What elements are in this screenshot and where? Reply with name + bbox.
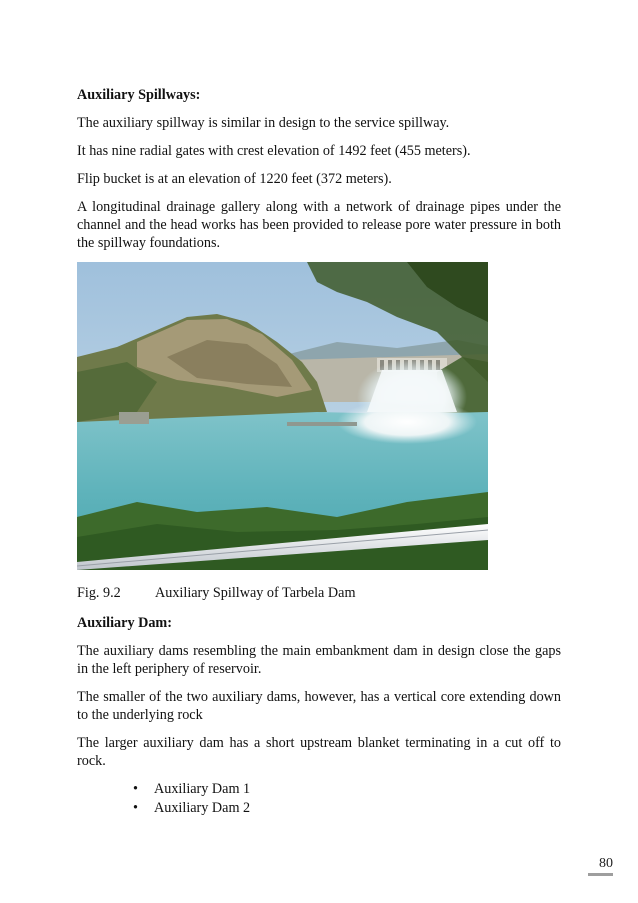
bullet-icon: •: [133, 800, 138, 816]
list-item-label: Auxiliary Dam 2: [154, 800, 251, 816]
page-number-underline: [588, 873, 613, 876]
list-item-label: Auxiliary Dam 1: [154, 781, 251, 797]
paragraph: A longitudinal drainage gallery along with a network of drainage pipes under the channel and the head works has been provided to release pore water pressure in both the spillway foundations.: [77, 199, 561, 251]
paragraph: The larger auxiliary dam has a short upstream blanket terminating in a cut off to rock.: [77, 735, 561, 769]
paragraph: The smaller of the two auxiliary dams, however, has a vertical core extending down to the underlying rock: [77, 689, 561, 723]
list-item: [130, 780, 561, 798]
paragraph: The auxiliary dams resembling the main embankment dam in design close the gaps in the left periphery of reservoir.: [77, 643, 561, 677]
paragraph: Flip bucket is at an elevation of 1220 feet (372 meters).: [77, 171, 392, 187]
bullet-icon: •: [133, 781, 138, 797]
page-number: 80: [599, 856, 613, 871]
figure-caption-text: Auxiliary Spillway of Tarbela Dam: [155, 585, 356, 601]
list-item: [130, 799, 561, 817]
bullet-list: [77, 780, 561, 817]
paragraph: It has nine radial gates with crest elevation of 1492 feet (455 meters).: [77, 143, 471, 159]
spillway-photo: [77, 262, 488, 570]
section-heading-auxiliary-dam: Auxiliary Dam:: [77, 615, 172, 631]
figure-caption: [77, 584, 561, 602]
paragraph: The auxiliary spillway is similar in design to the service spillway.: [77, 115, 450, 131]
page-content: [77, 86, 561, 818]
figure-photo-spillway: [77, 262, 488, 570]
section-heading-auxiliary-spillways: Auxiliary Spillways:: [77, 87, 201, 103]
figure-number: Fig. 9.2: [77, 585, 121, 601]
